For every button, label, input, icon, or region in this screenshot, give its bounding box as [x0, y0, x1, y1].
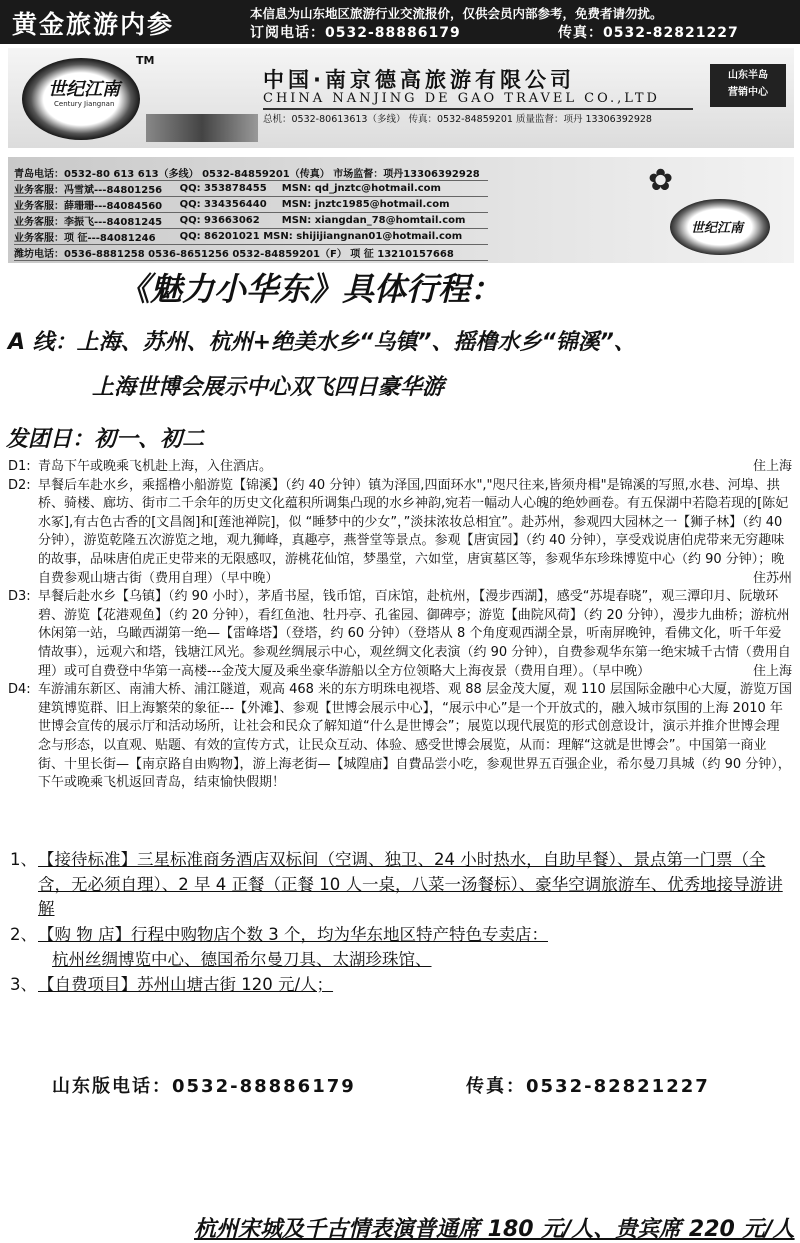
fax-number: 传真：0532-82821227: [558, 25, 739, 41]
company-header: [8, 48, 794, 148]
contact-row: [14, 213, 488, 229]
top-banner: [0, 0, 800, 44]
contact-cell: 业务客服：冯雪斌---84801256: [14, 181, 180, 197]
note-number: 3、: [10, 974, 37, 994]
itinerary-day: [8, 477, 792, 589]
notice-text: 本信息为山东地区旅游行业交流报价，仅供会员内部参考，免费者请勿扰。: [250, 6, 663, 21]
contact-row: [14, 197, 488, 213]
note-number: 2、: [10, 924, 37, 944]
day-description: 青岛下午或晚乘飞机赴上海，入住酒店。: [38, 459, 273, 474]
bottom-banner: [0, 1068, 800, 1100]
contact-cell: QQ: 93663062: [180, 213, 282, 229]
header-divider: [263, 108, 693, 110]
day-lodging: 住苏州: [747, 570, 792, 589]
contact-cell: 业务客服：项 征---84081246: [14, 229, 180, 245]
subscribe-phone: 订阅电话：0532-88886179: [250, 25, 461, 41]
contacts-table: [14, 165, 488, 261]
note-item: [10, 848, 794, 922]
scenery-photo: [146, 114, 258, 142]
contacts-panel: [8, 157, 794, 263]
day-lodging: 住上海: [747, 458, 792, 477]
itinerary-day: [8, 681, 792, 793]
note-text: 【自费项目】苏州山塘古街 120 元/人；: [38, 974, 334, 994]
note-subtext: [10, 948, 794, 973]
brand-title: 黄金旅游内参: [12, 10, 175, 39]
bottom-phone: 山东版电话：0532-88886179: [52, 1076, 356, 1097]
bottom-fax: 传真：0532-82821227: [466, 1076, 710, 1097]
contact-cell: QQ: 353878455: [180, 181, 282, 197]
butterfly-icon: ✿: [648, 163, 674, 198]
day-lodging: 住上海: [747, 663, 792, 682]
note-text: 【接待标准】三星标准商务酒店双标间（空调、独卫、24 小时热水，自助早餐）、景点第一门票（全含，无必须自理）、2 早 4 正餐（正餐 10 人一桌，八菜一汤餐标）、豪华空调旅游车、优秀地接导游讲解: [38, 850, 783, 918]
contact-cell: QQ: 334356440: [180, 197, 282, 213]
region-line-1: 山东半岛: [728, 70, 768, 81]
company-name-cn: 中国·南京德高旅游有限公司: [263, 68, 575, 92]
contact-cell: MSN: jnztc1985@hotmail.com: [282, 197, 488, 213]
contact-cell: 潍坊电话：0536-8881258 0536-8651256 0532-84859201（F） 项 征 13210157668: [14, 245, 488, 261]
shop-list: 杭州丝绸博览中心、德国希尔曼刀具、太湖珍珠馆、: [52, 950, 432, 969]
day-label: D3:: [8, 589, 31, 605]
company-contact-info: 总机：0532-80613613（多线） 传真：0532-84859201 质量监督：项丹 13306392928: [263, 114, 652, 125]
note-subtext: [102, 1218, 795, 1243]
contact-row: [14, 229, 488, 245]
contact-cell: 业务客服：薛珊珊---84084560: [14, 197, 180, 213]
contact-cell: 青岛电话：0532-80 613 613（多线） 0532-84859201（传真） 市场监督：项丹13306392928: [14, 165, 488, 181]
contact-cell: QQ: 86201021 MSN: shijijiangnan01@hotmail.com: [180, 229, 488, 245]
note-item: [10, 923, 794, 948]
route-line-1: A 线：上海、苏州、杭州+绝美水乡“乌镇”、摇橹水乡“锦溪”、: [8, 330, 636, 355]
contact-cell: MSN: qd_jnztc@hotmail.com: [282, 181, 488, 197]
region-line-2: 营销中心: [728, 87, 768, 98]
day-label: D4:: [8, 682, 31, 698]
route-line-2: 上海世博会展示中心双飞四日豪华游: [92, 375, 445, 400]
contact-cell: MSN: xiangdan_78@homtail.com: [282, 213, 488, 229]
note-text: 【购 物 店】行程中购物店个数 3 个，均为华东地区特产特色专卖店：: [38, 924, 548, 944]
contact-row: [14, 245, 488, 261]
note-item: [10, 973, 794, 998]
contact-cell: 业务客服：李振飞---84081245: [14, 213, 180, 229]
note-number: 1、: [10, 850, 37, 869]
region-badge: [710, 64, 786, 107]
logo-subtext: Century Jiangnan: [54, 100, 115, 108]
itinerary: [8, 458, 792, 793]
itinerary-day: [8, 458, 792, 477]
departure-dates: 发团日：初一、初二: [6, 427, 205, 452]
day-description: 车游浦东新区、南浦大桥、浦江隧道，观高 468 米的东方明珠电视塔、观 88 层金茂大厦，观 110 层国际金融中心大厦，游览万国建筑博览群、旧上海繁荣的象征---【外滩】、参观【世博会展示中心】，“展示中心”是一个开放式的，融入城市氛围的上海 2010 年世博会宣传的展示厅和活动场所，让社会和民众了解知道“什么是世博会”；展览以现代展览的形式创意设计，演示并推介世博会理念与形态，以直观、贴题、有效的宣传方式，让民众互动、体验、感受世博会展览，从而：理解“这就是世博会”。中国第一商业街、十里长街—【南京路自由购物】，游上海老街—【城隍庙】自費品尝小吃，参观世界五百强企业，希尔曼刀具城（约 90 分钟），下午或晚乘飞机返回青岛，结束愉快假期！: [38, 682, 792, 791]
logo-small-text: 世纪江南: [691, 221, 744, 236]
optional-items: 杭州宋城及千古情表演普通席 180 元/人、贵宾席 220 元/人: [194, 1217, 795, 1242]
day-label: D1:: [8, 459, 31, 474]
day-description: 早餐后车赴水乡，乘摇橹小船游览【锦溪】（约 40 分钟）镇为泽国,四面环水","咫尺往来,皆须舟楫"是锦溪的写照,水巷、河埠、拱桥、骑楼、廊坊、街市二千余年的历史文化蕴积所调集凸现的水乡神韵,宛若一幅动人心魄的绝妙画卷。有五保湖中若隐若现的[陈妃水冢],有古色古香的[文昌阁]和[莲池禅院]，似 “睡梦中的少女”，”淡抹浓妆总相宜”。赴苏州，参观四大园林之一【狮子林】（约 40 分钟），游览乾隆五次游览之地，观九狮峰，真趣亭，燕誉堂等景点。参观【唐寅园】（约 40 分钟），享受戏说唐伯虎带来无穷趣味的故事，品味唐伯虎正史带来的无限感叹，游桃花仙馆，梦墨堂，六如堂，唐寅墓区等，参观华东珍珠博览中心（约 90 分钟）；晚自费参观山塘古街（费用自理）（早中晚）: [38, 477, 789, 586]
page-title: 《魅力小华东》具体行程：: [118, 270, 503, 308]
trademark-mark: TM: [136, 54, 155, 67]
company-name-en: CHINA NANJING DE GAO TRAVEL CO.,LTD: [263, 91, 660, 106]
day-description: 早餐后赴水乡【乌镇】（约 90 小时），茅盾书屋，钱币馆，百床馆，赴杭州，【漫步西湖】，感受“苏堤春晓”，观三潭印月、阮墩环碧、游览【花港观鱼】（约 20 分钟），看红鱼池、牡丹亭、孔雀园、御碑亭；游览【曲院风荷】（约 20 分钟），漫步九曲桥；游杭州休闲第一站，乌瞰西湖第一绝—【雷峰塔】（登塔，约 60 分钟）（登塔从 8 个角度观西湖全景，听南屏晚钟，看佛文化，听千年爱情故事），远观六和塔，钱塘江风光。参观丝绸展示中心，观丝绸文化表演（约 90 分钟），自费参观华东第一绝宋城千古情（费用自理）或可自费登中华第一高楼---金茂大厦及乘坐豪华游船以全方位领略大上海夜景（费用自理）。（早中晚）: [38, 589, 791, 679]
itinerary-day: [8, 588, 792, 681]
contact-row: [14, 165, 488, 181]
day-label: D2:: [8, 477, 31, 493]
logo-text: 世纪江南: [48, 79, 120, 100]
contact-row: [14, 181, 488, 197]
